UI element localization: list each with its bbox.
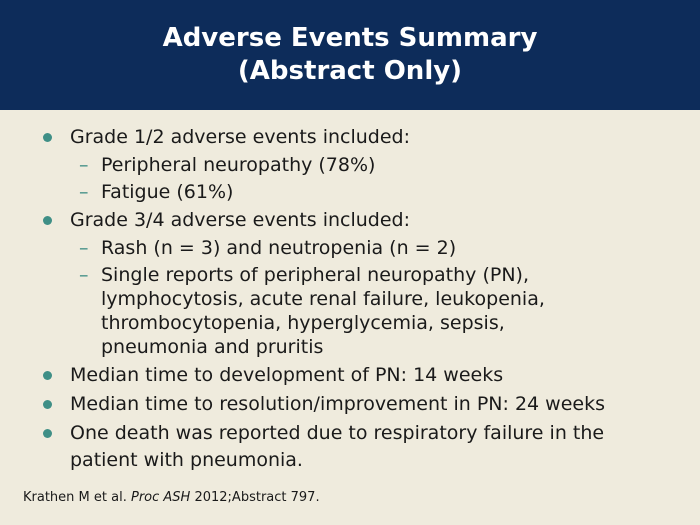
bullet-text: Grade 1/2 adverse events included: [70, 126, 411, 148]
bullet-item [70, 420, 670, 474]
bullet-dot-icon [43, 371, 52, 380]
dash-icon: – [79, 181, 89, 203]
bullet-item [70, 391, 670, 418]
slide-header [0, 0, 700, 110]
bullet-text: Median time to resolution/improvement in PN: 24 weeks [70, 393, 605, 415]
dash-icon: – [79, 264, 89, 286]
bullet-item [70, 207, 670, 234]
sub-bullet-text: Fatigue (61%) [101, 181, 234, 203]
bullet-text: One death was reported due to respiratory failure in the patient with pneumonia. [70, 422, 605, 471]
bullet-item [70, 362, 670, 389]
bullet-text: Grade 3/4 adverse events included: [70, 209, 411, 231]
dash-icon: – [79, 237, 89, 259]
slide-body [0, 124, 700, 476]
bullet-text: Median time to development of PN: 14 weeks [70, 364, 504, 386]
bullet-dot-icon [43, 400, 52, 409]
bullet-item [70, 124, 670, 151]
sub-bullet-item [79, 153, 571, 177]
dash-icon: – [79, 154, 89, 176]
citation-authors: Krathen M et al. [23, 490, 127, 505]
slide-title-line-1: Adverse Events Summary [162, 23, 538, 53]
sub-bullet-item [79, 236, 571, 260]
sub-bullet-text: Peripheral neuropathy (78%) [101, 154, 376, 176]
bullet-dot-icon [43, 216, 52, 225]
slide-title-line-2: (Abstract Only) [237, 56, 463, 86]
citation-journal: Proc ASH [130, 490, 191, 505]
sub-bullet-text: Rash (n = 3) and neutropenia (n = 2) [101, 237, 457, 259]
sub-bullet-item [79, 180, 571, 204]
citation-details: 2012;Abstract 797. [194, 490, 320, 505]
bullet-dot-icon [43, 429, 52, 438]
sub-bullet-item [79, 263, 571, 359]
citation [23, 490, 320, 505]
bullet-dot-icon [43, 133, 52, 142]
sub-bullet-text: Single reports of peripheral neuropathy (PN), lymphocytosis, acute renal failure, leukopenia, thrombocytopenia, hyperglycemia, sepsis, pneumonia and pruritis [101, 264, 545, 358]
